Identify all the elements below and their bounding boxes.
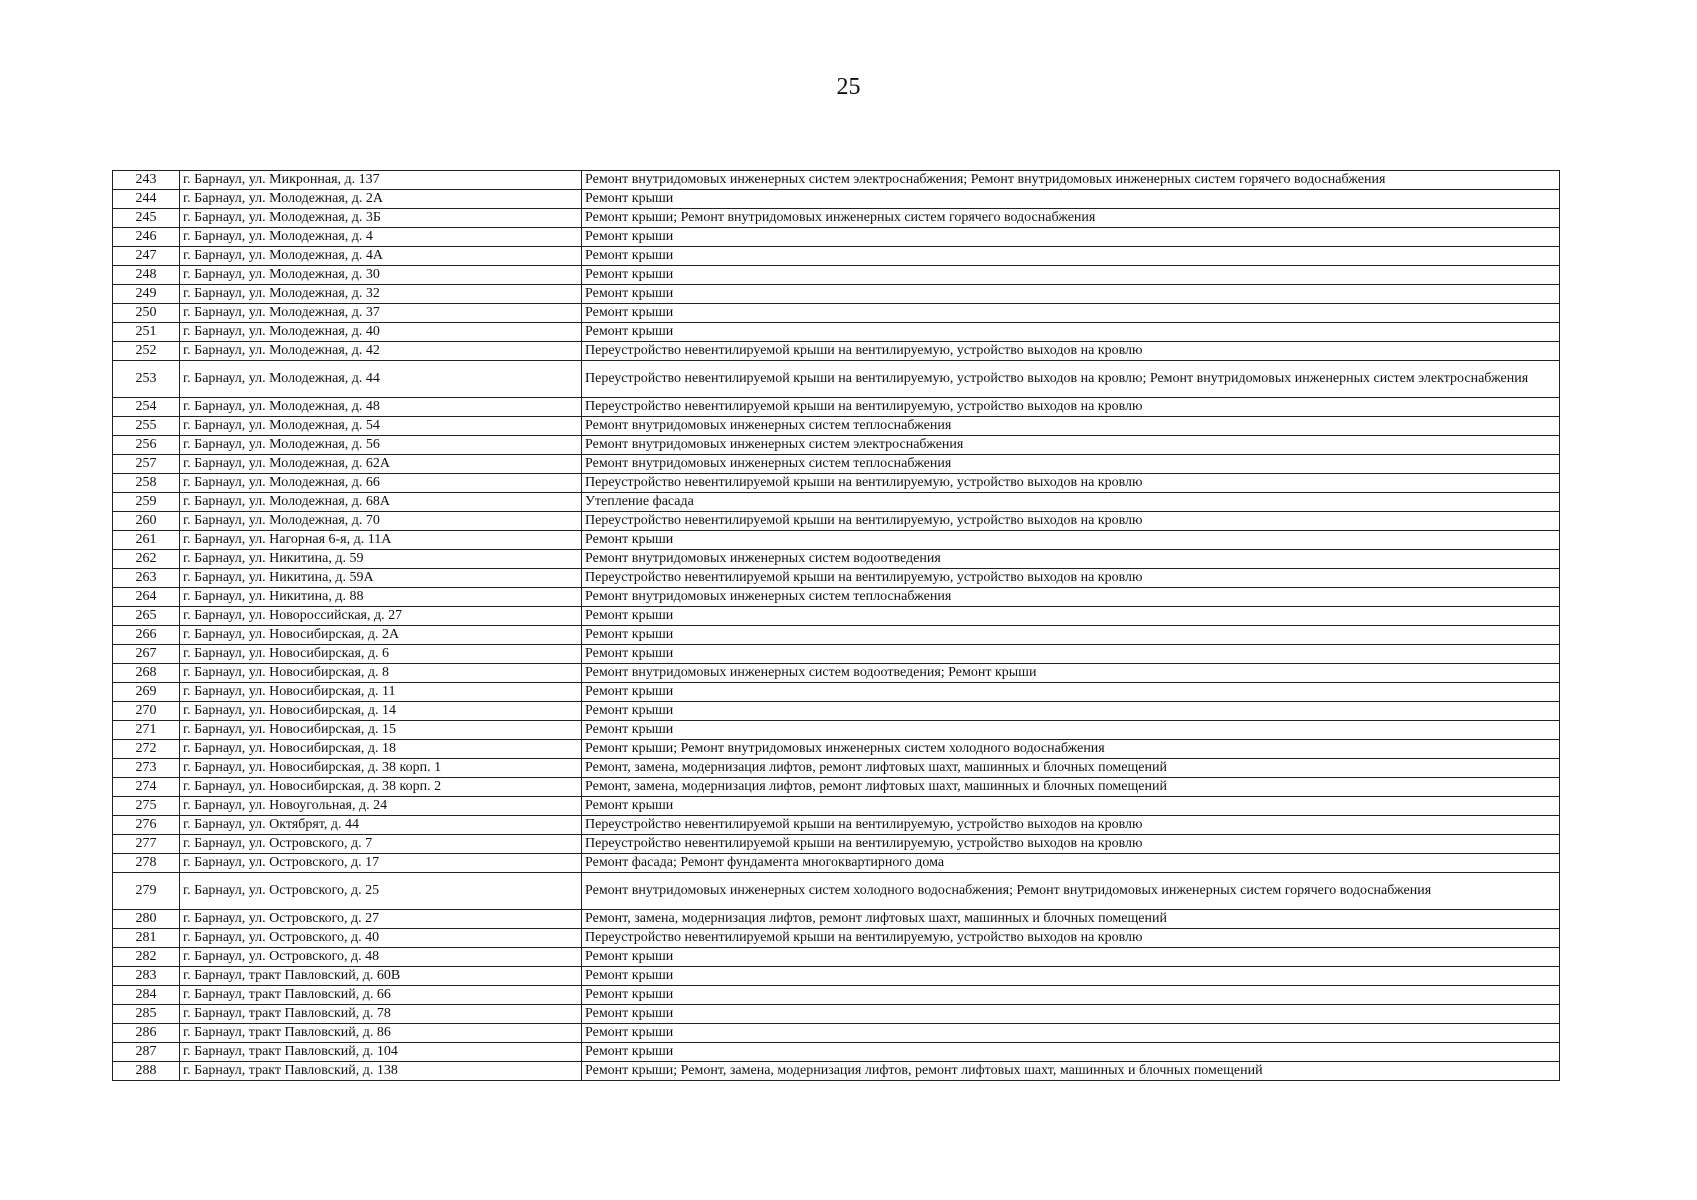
address-cell: г. Барнаул, ул. Островского, д. 17 (180, 854, 582, 873)
table-row (113, 1024, 1560, 1043)
table-row (113, 190, 1560, 209)
table-row (113, 304, 1560, 323)
row-number-cell: 259 (113, 493, 180, 512)
table-row (113, 683, 1560, 702)
address-cell: г. Барнаул, тракт Павловский, д. 78 (180, 1005, 582, 1024)
repair-list-table (112, 170, 1560, 1081)
table-row (113, 531, 1560, 550)
work-type-cell: Ремонт крыши (582, 967, 1560, 986)
table-row (113, 323, 1560, 342)
row-number-cell: 265 (113, 607, 180, 626)
address-cell: г. Барнаул, ул. Молодежная, д. 32 (180, 285, 582, 304)
table-row (113, 702, 1560, 721)
table-row (113, 436, 1560, 455)
table-row (113, 740, 1560, 759)
table-row (113, 1062, 1560, 1081)
address-cell: г. Барнаул, ул. Молодежная, д. 42 (180, 342, 582, 361)
address-cell: г. Барнаул, ул. Молодежная, д. 40 (180, 323, 582, 342)
row-number-cell: 279 (113, 873, 180, 910)
table-row (113, 929, 1560, 948)
table-row (113, 854, 1560, 873)
address-cell: г. Барнаул, ул. Островского, д. 27 (180, 910, 582, 929)
work-type-cell: Переустройство невентилируемой крыши на вентилируемую, устройство выходов на кровлю (582, 398, 1560, 417)
address-cell: г. Барнаул, ул. Новосибирская, д. 15 (180, 721, 582, 740)
address-cell: г. Барнаул, ул. Молодежная, д. 4 (180, 228, 582, 247)
table-row (113, 816, 1560, 835)
work-type-cell: Переустройство невентилируемой крыши на вентилируемую, устройство выходов на кровлю (582, 342, 1560, 361)
table-row (113, 285, 1560, 304)
work-type-cell: Ремонт крыши (582, 323, 1560, 342)
work-type-cell: Ремонт крыши (582, 626, 1560, 645)
work-type-cell: Ремонт крыши (582, 607, 1560, 626)
table-row (113, 455, 1560, 474)
address-cell: г. Барнаул, ул. Молодежная, д. 66 (180, 474, 582, 493)
row-number-cell: 281 (113, 929, 180, 948)
work-type-cell: Ремонт крыши (582, 986, 1560, 1005)
table-row (113, 266, 1560, 285)
table-row (113, 228, 1560, 247)
address-cell: г. Барнаул, ул. Новоугольная, д. 24 (180, 797, 582, 816)
address-cell: г. Барнаул, ул. Новосибирская, д. 38 корп. 1 (180, 759, 582, 778)
work-type-cell: Ремонт крыши (582, 285, 1560, 304)
row-number-cell: 270 (113, 702, 180, 721)
work-type-cell: Ремонт внутридомовых инженерных систем теплоснабжения (582, 455, 1560, 474)
row-number-cell: 269 (113, 683, 180, 702)
row-number-cell: 273 (113, 759, 180, 778)
work-type-cell: Ремонт, замена, модернизация лифтов, ремонт лифтовых шахт, машинных и блочных помещений (582, 778, 1560, 797)
work-type-cell: Ремонт, замена, модернизация лифтов, ремонт лифтовых шахт, машинных и блочных помещений (582, 759, 1560, 778)
address-cell: г. Барнаул, ул. Молодежная, д. 70 (180, 512, 582, 531)
row-number-cell: 250 (113, 304, 180, 323)
address-cell: г. Барнаул, ул. Новосибирская, д. 38 корп. 2 (180, 778, 582, 797)
address-cell: г. Барнаул, тракт Павловский, д. 86 (180, 1024, 582, 1043)
address-cell: г. Барнаул, ул. Молодежная, д. 30 (180, 266, 582, 285)
table-row (113, 910, 1560, 929)
work-type-cell: Ремонт, замена, модернизация лифтов, ремонт лифтовых шахт, машинных и блочных помещений (582, 910, 1560, 929)
row-number-cell: 268 (113, 664, 180, 683)
address-cell: г. Барнаул, ул. Новосибирская, д. 11 (180, 683, 582, 702)
table-row (113, 986, 1560, 1005)
work-type-cell: Переустройство невентилируемой крыши на вентилируемую, устройство выходов на кровлю (582, 816, 1560, 835)
work-type-cell: Ремонт крыши (582, 1005, 1560, 1024)
address-cell: г. Барнаул, ул. Молодежная, д. 62А (180, 455, 582, 474)
work-type-cell: Ремонт крыши (582, 948, 1560, 967)
row-number-cell: 258 (113, 474, 180, 493)
work-type-cell: Ремонт внутридомовых инженерных систем электроснабжения; Ремонт внутридомовых инженерных систем горячего водоснабжения (582, 171, 1560, 190)
work-type-cell: Ремонт внутридомовых инженерных систем водоотведения; Ремонт крыши (582, 664, 1560, 683)
table-body (113, 171, 1560, 1081)
row-number-cell: 256 (113, 436, 180, 455)
row-number-cell: 262 (113, 550, 180, 569)
row-number-cell: 266 (113, 626, 180, 645)
work-type-cell: Ремонт внутридомовых инженерных систем теплоснабжения (582, 588, 1560, 607)
work-type-cell: Ремонт внутридомовых инженерных систем теплоснабжения (582, 417, 1560, 436)
work-type-cell: Переустройство невентилируемой крыши на вентилируемую, устройство выходов на кровлю (582, 835, 1560, 854)
work-type-cell: Ремонт крыши (582, 1024, 1560, 1043)
address-cell: г. Барнаул, ул. Молодежная, д. 44 (180, 361, 582, 398)
address-cell: г. Барнаул, ул. Новороссийская, д. 27 (180, 607, 582, 626)
row-number-cell: 243 (113, 171, 180, 190)
address-cell: г. Барнаул, ул. Молодежная, д. 4А (180, 247, 582, 266)
table-row (113, 721, 1560, 740)
table-row (113, 778, 1560, 797)
row-number-cell: 276 (113, 816, 180, 835)
row-number-cell: 280 (113, 910, 180, 929)
work-type-cell: Ремонт крыши (582, 683, 1560, 702)
work-type-cell: Переустройство невентилируемой крыши на вентилируемую, устройство выходов на кровлю (582, 474, 1560, 493)
table-row (113, 967, 1560, 986)
row-number-cell: 287 (113, 1043, 180, 1062)
address-cell: г. Барнаул, ул. Молодежная, д. 2А (180, 190, 582, 209)
table-row (113, 569, 1560, 588)
work-type-cell: Утепление фасада (582, 493, 1560, 512)
table-row (113, 873, 1560, 910)
work-type-cell: Ремонт крыши (582, 721, 1560, 740)
table-row (113, 247, 1560, 266)
row-number-cell: 283 (113, 967, 180, 986)
table-row (113, 342, 1560, 361)
row-number-cell: 286 (113, 1024, 180, 1043)
address-cell: г. Барнаул, ул. Молодежная, д. 56 (180, 436, 582, 455)
address-cell: г. Барнаул, ул. Никитина, д. 59 (180, 550, 582, 569)
table-row (113, 1043, 1560, 1062)
table-row (113, 550, 1560, 569)
row-number-cell: 245 (113, 209, 180, 228)
row-number-cell: 277 (113, 835, 180, 854)
page-number: 25 (836, 74, 861, 100)
address-cell: г. Барнаул, ул. Новосибирская, д. 18 (180, 740, 582, 759)
work-type-cell: Ремонт крыши; Ремонт внутридомовых инженерных систем холодного водоснабжения (582, 740, 1560, 759)
table-row (113, 835, 1560, 854)
address-cell: г. Барнаул, ул. Островского, д. 25 (180, 873, 582, 910)
row-number-cell: 288 (113, 1062, 180, 1081)
address-cell: г. Барнаул, ул. Октябрят, д. 44 (180, 816, 582, 835)
work-type-cell: Ремонт крыши (582, 1043, 1560, 1062)
table-row (113, 797, 1560, 816)
table-row (113, 1005, 1560, 1024)
row-number-cell: 244 (113, 190, 180, 209)
address-cell: г. Барнаул, ул. Никитина, д. 88 (180, 588, 582, 607)
address-cell: г. Барнаул, ул. Никитина, д. 59А (180, 569, 582, 588)
table-row (113, 171, 1560, 190)
address-cell: г. Барнаул, ул. Молодежная, д. 48 (180, 398, 582, 417)
row-number-cell: 261 (113, 531, 180, 550)
table-row (113, 398, 1560, 417)
work-type-cell: Ремонт крыши (582, 797, 1560, 816)
row-number-cell: 271 (113, 721, 180, 740)
row-number-cell: 252 (113, 342, 180, 361)
table-row (113, 759, 1560, 778)
table-row (113, 626, 1560, 645)
work-type-cell: Переустройство невентилируемой крыши на вентилируемую, устройство выходов на кровлю (582, 929, 1560, 948)
table-row (113, 664, 1560, 683)
row-number-cell: 278 (113, 854, 180, 873)
row-number-cell: 282 (113, 948, 180, 967)
row-number-cell: 254 (113, 398, 180, 417)
address-cell: г. Барнаул, ул. Островского, д. 7 (180, 835, 582, 854)
row-number-cell: 257 (113, 455, 180, 474)
row-number-cell: 264 (113, 588, 180, 607)
row-number-cell: 251 (113, 323, 180, 342)
work-type-cell: Ремонт внутридомовых инженерных систем холодного водоснабжения; Ремонт внутридомовых инженерных систем горячего водоснабжения (582, 873, 1560, 910)
work-type-cell: Ремонт внутридомовых инженерных систем электроснабжения (582, 436, 1560, 455)
work-type-cell: Ремонт крыши (582, 228, 1560, 247)
row-number-cell: 255 (113, 417, 180, 436)
work-type-cell: Ремонт внутридомовых инженерных систем водоотведения (582, 550, 1560, 569)
row-number-cell: 247 (113, 247, 180, 266)
table-row (113, 645, 1560, 664)
work-type-cell: Ремонт крыши; Ремонт, замена, модернизация лифтов, ремонт лифтовых шахт, машинных и блочных помещений (582, 1062, 1560, 1081)
work-type-cell: Переустройство невентилируемой крыши на вентилируемую, устройство выходов на кровлю; Ремонт внутридомовых инженерных систем электроснабжения (582, 361, 1560, 398)
address-cell: г. Барнаул, тракт Павловский, д. 60В (180, 967, 582, 986)
row-number-cell: 272 (113, 740, 180, 759)
row-number-cell: 249 (113, 285, 180, 304)
address-cell: г. Барнаул, ул. Островского, д. 40 (180, 929, 582, 948)
row-number-cell: 285 (113, 1005, 180, 1024)
table-row (113, 607, 1560, 626)
table-row (113, 512, 1560, 531)
table-row (113, 209, 1560, 228)
row-number-cell: 284 (113, 986, 180, 1005)
address-cell: г. Барнаул, ул. Молодежная, д. 3Б (180, 209, 582, 228)
work-type-cell: Переустройство невентилируемой крыши на вентилируемую, устройство выходов на кровлю (582, 512, 1560, 531)
table-row (113, 588, 1560, 607)
work-type-cell: Ремонт крыши (582, 702, 1560, 721)
work-type-cell: Ремонт фасада; Ремонт фундамента многоквартирного дома (582, 854, 1560, 873)
address-cell: г. Барнаул, ул. Микронная, д. 137 (180, 171, 582, 190)
address-cell: г. Барнаул, ул. Новосибирская, д. 6 (180, 645, 582, 664)
address-cell: г. Барнаул, ул. Новосибирская, д. 2А (180, 626, 582, 645)
address-cell: г. Барнаул, ул. Молодежная, д. 54 (180, 417, 582, 436)
row-number-cell: 260 (113, 512, 180, 531)
work-type-cell: Ремонт крыши (582, 531, 1560, 550)
table-row (113, 417, 1560, 436)
row-number-cell: 274 (113, 778, 180, 797)
work-type-cell: Ремонт крыши (582, 645, 1560, 664)
table-row (113, 474, 1560, 493)
work-type-cell: Переустройство невентилируемой крыши на вентилируемую, устройство выходов на кровлю (582, 569, 1560, 588)
address-cell: г. Барнаул, ул. Островского, д. 48 (180, 948, 582, 967)
work-type-cell: Ремонт крыши (582, 304, 1560, 323)
row-number-cell: 275 (113, 797, 180, 816)
table-row (113, 361, 1560, 398)
row-number-cell: 248 (113, 266, 180, 285)
address-cell: г. Барнаул, ул. Нагорная 6-я, д. 11А (180, 531, 582, 550)
row-number-cell: 267 (113, 645, 180, 664)
row-number-cell: 246 (113, 228, 180, 247)
address-cell: г. Барнаул, тракт Павловский, д. 138 (180, 1062, 582, 1081)
table-row (113, 493, 1560, 512)
work-type-cell: Ремонт крыши (582, 266, 1560, 285)
address-cell: г. Барнаул, тракт Павловский, д. 66 (180, 986, 582, 1005)
table-row (113, 948, 1560, 967)
address-cell: г. Барнаул, ул. Молодежная, д. 68А (180, 493, 582, 512)
work-type-cell: Ремонт крыши (582, 190, 1560, 209)
address-cell: г. Барнаул, ул. Новосибирская, д. 8 (180, 664, 582, 683)
work-type-cell: Ремонт крыши; Ремонт внутридомовых инженерных систем горячего водоснабжения (582, 209, 1560, 228)
address-cell: г. Барнаул, тракт Павловский, д. 104 (180, 1043, 582, 1062)
work-type-cell: Ремонт крыши (582, 247, 1560, 266)
row-number-cell: 253 (113, 361, 180, 398)
address-cell: г. Барнаул, ул. Молодежная, д. 37 (180, 304, 582, 323)
row-number-cell: 263 (113, 569, 180, 588)
address-cell: г. Барнаул, ул. Новосибирская, д. 14 (180, 702, 582, 721)
